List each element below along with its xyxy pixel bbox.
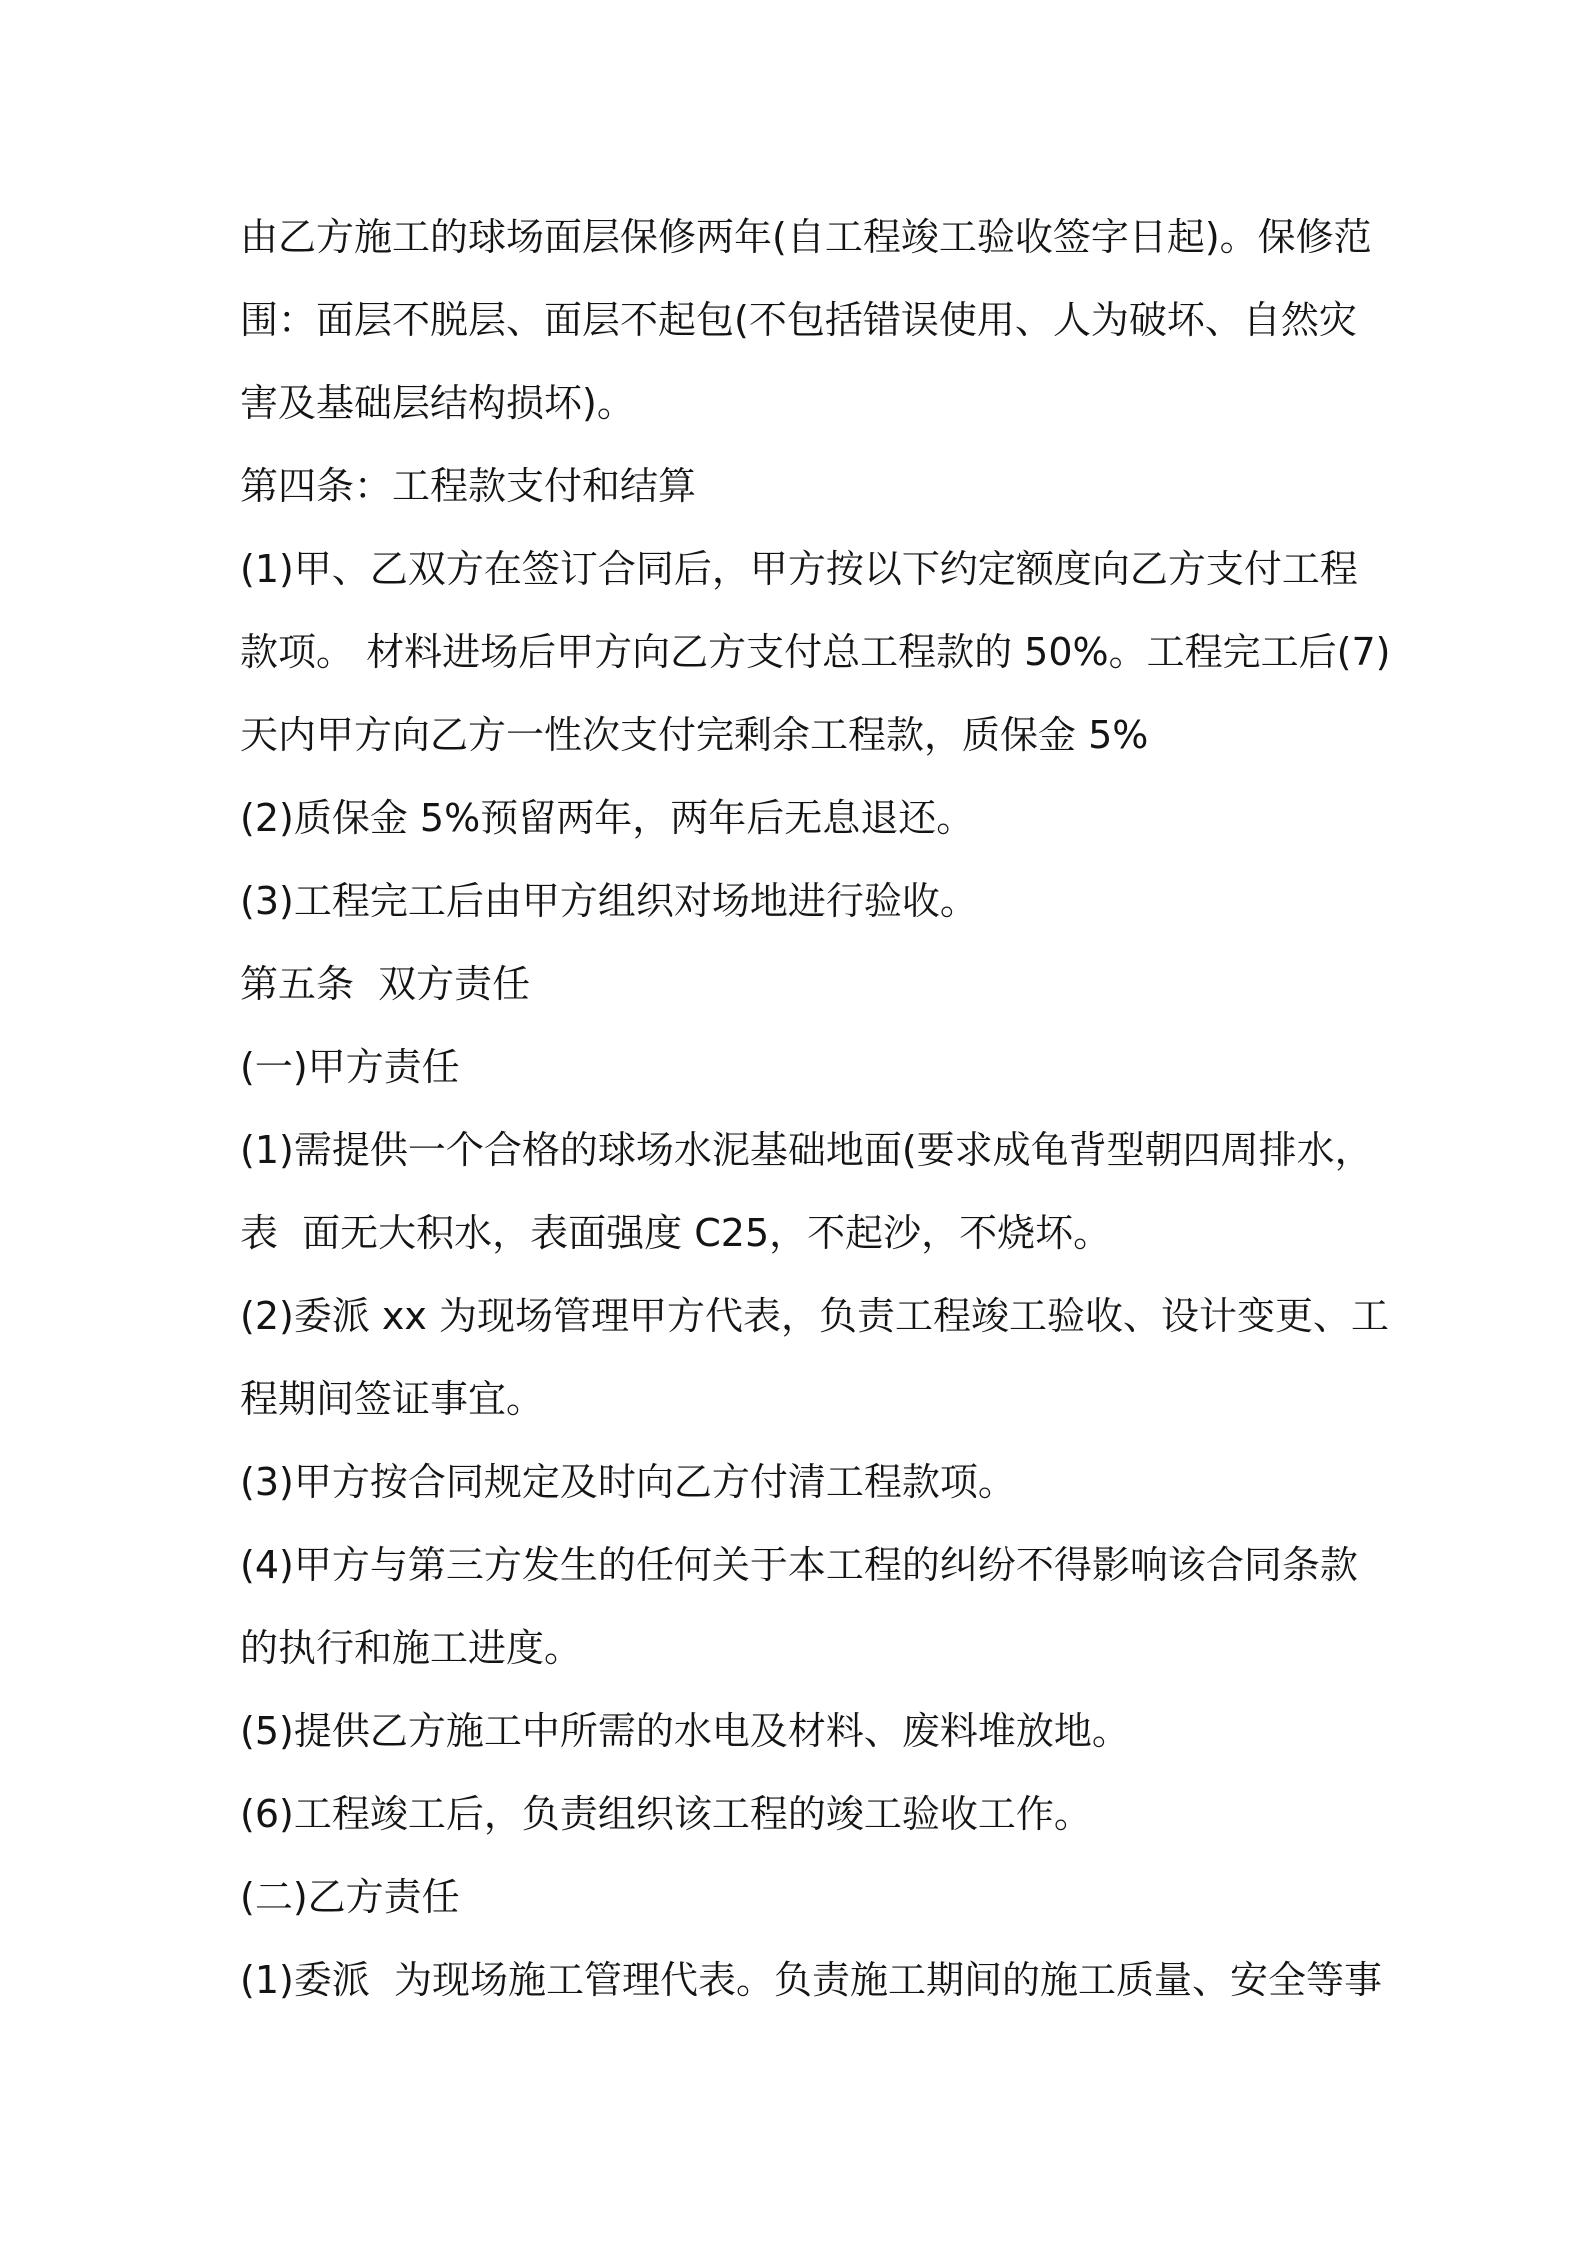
text-line: (3)工程完工后由甲方组织对场地进行验收。 — [240, 879, 978, 923]
text-line: (1)甲、乙双方在签订合同后，甲方按以下约定额度向乙方支付工程 — [240, 547, 1358, 591]
text-line: 害及基础层结构损坏)。 — [240, 381, 635, 425]
text-line: 由乙方施工的球场面层保修两年(自工程竣工验收签字日起)。保修范 — [240, 215, 1372, 259]
subsection-heading-party-a: (一)甲方责任 — [240, 1045, 460, 1089]
text-line: (1)委派 为现场施工管理代表。负责施工期间的施工质量、安全等事 — [240, 1958, 1382, 2002]
text-line: (3)甲方按合同规定及时向乙方付清工程款项。 — [240, 1460, 1016, 1504]
document-body — [240, 196, 1391, 2022]
text-line: 程期间签证事宜。 — [240, 1377, 545, 1421]
text-line: (2)质保金 5%预留两年，两年后无息退还。 — [240, 796, 975, 840]
text-line: (2)委派 xx 为现场管理甲方代表，负责工程竣工验收、设计变更、工 — [240, 1294, 1389, 1338]
text-line: (5)提供乙方施工中所需的水电及材料、废料堆放地。 — [240, 1709, 1130, 1753]
text-line: 的执行和施工进度。 — [240, 1626, 583, 1670]
text-line: 围：面层不脱层、面层不起包(不包括错误使用、人为破坏、自然灾 — [240, 298, 1357, 342]
text-line: (1)需提供一个合格的球场水泥基础地面(要求成龟背型朝四周排水， — [240, 1128, 1373, 1172]
text-line: (6)工程竣工后，负责组织该工程的竣工验收工作。 — [240, 1792, 1092, 1836]
text-line: (4)甲方与第三方发生的任何关于本工程的纠纷不得影响该合同条款 — [240, 1543, 1358, 1587]
text-line: 天内甲方向乙方一性次支付完剩余工程款，质保金 5% — [240, 713, 1149, 757]
section-heading-article-4: 第四条：工程款支付和结算 — [240, 464, 697, 508]
text-line: 表 面无大积水，表面强度 C25，不起沙，不烧坏。 — [240, 1211, 1112, 1255]
text-line: 款项。 材料进场后甲方向乙方支付总工程款的 50%。工程完工后(7) — [240, 630, 1391, 674]
section-heading-article-5: 第五条 双方责任 — [240, 962, 531, 1006]
subsection-heading-party-b: (二)乙方责任 — [240, 1875, 460, 1919]
